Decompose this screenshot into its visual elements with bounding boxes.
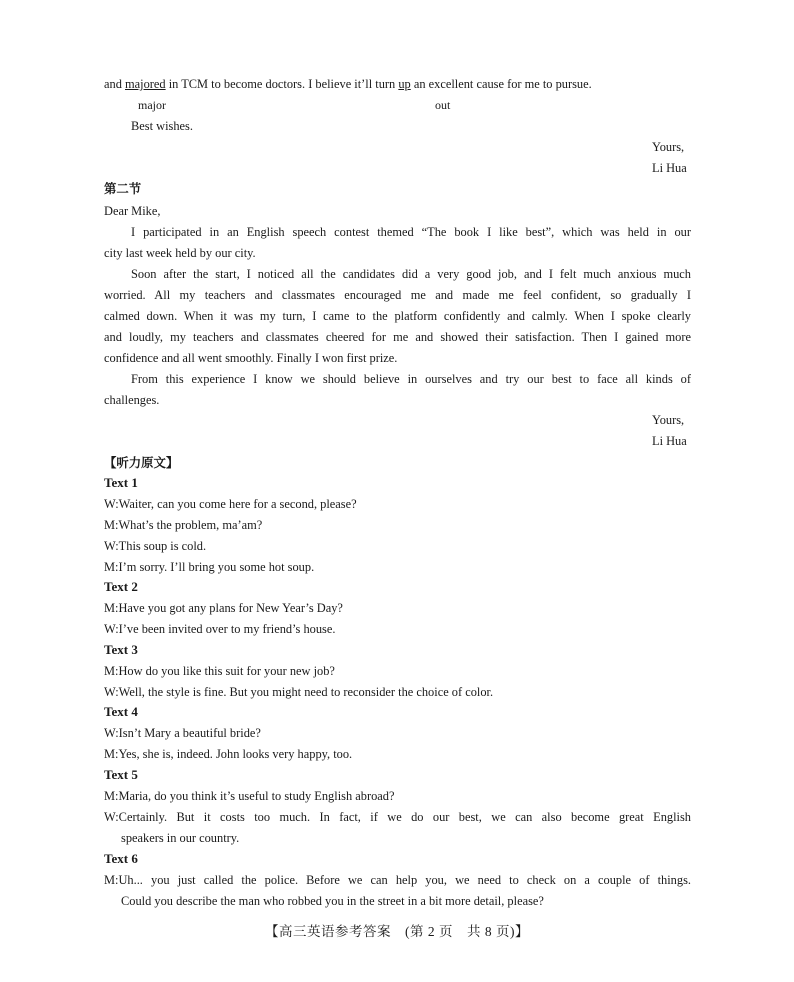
section2-salutation: Dear Mike, [104,204,161,218]
section2-p2-line: Soon after the start, I noticed all the candidates did a very good job, and I felt much anxious much [131,267,691,281]
dialogue-line: W:This soup is cold. [104,539,207,553]
page-footer: 【高三英语参考答案 (第 2 页 共 8 页)】 [265,924,529,939]
correction-major: major [138,98,166,112]
text4-title: Text 4 [104,704,138,719]
section2-p2-line: and loudly, my teachers and classmates cheered for me and showed their satisfaction. Then I gained more [104,330,691,344]
dialogue-line: W:Isn’t Mary a beautiful bride? [104,726,261,740]
dialogue-line: M:Yes, she is, indeed. John looks very happy, too. [104,747,353,761]
dialogue-line: M:How do you like this suit for your new job? [104,664,335,678]
section2-heading: 第二节 [104,182,142,196]
section2-p3-line: From this experience I know we should believe in ourselves and try our best to face all kinds of [131,372,691,386]
text-fragment: an excellent cause for me to pursue. [410,77,592,91]
text5-title: Text 5 [104,767,138,782]
section2-p2-line: worried. All my teachers and classmates encouraged me and made me feel confident, so gradually I [104,288,691,302]
dialogue-line: W:Certainly. But it costs too much. In fact, if we do our best, we can also become great English [104,810,691,824]
section2-p1-line: city last week held by our city. [104,246,256,260]
section2-p2-line: calmed down. When it was my turn, I came to the platform confidently and calmly. When I spoke clearly [104,309,691,323]
text-fragment: and [104,77,125,91]
text1-title: Text 1 [104,475,138,490]
error-word-up: up [398,77,411,91]
dialogue-line: W:Waiter, can you come here for a second, please? [104,497,357,511]
letter1-closing: Best wishes. [131,119,193,133]
error-word-majored: majored [125,77,166,91]
text-fragment: in TCM to become doctors. I believe it’ll turn [165,77,399,91]
section2-sign-name: Li Hua [652,434,687,448]
letter1-sign-yours: Yours, [652,140,685,154]
dialogue-line: Could you describe the man who robbed you in the street in a bit more detail, please? [121,894,544,908]
text6-title: Text 6 [104,851,138,866]
letter1-line [104,76,592,92]
section2-sign-yours: Yours, [652,413,685,427]
letter1-sign-name: Li Hua [652,161,687,175]
dialogue-line: M:I’m sorry. I’ll bring you some hot soup. [104,560,315,574]
text3-title: Text 3 [104,642,138,657]
correction-out: out [435,98,451,112]
dialogue-line: M:Uh... you just called the police. Before we can help you, we need to check on a couple of things. [104,873,691,887]
section2-p2-line: confidence and all went smoothly. Finally I won first prize. [104,351,398,365]
dialogue-line: speakers in our country. [121,831,240,845]
dialogue-line: M:Have you got any plans for New Year’s Day? [104,601,343,615]
dialogue-line: W:Well, the style is fine. But you might need to reconsider the choice of color. [104,685,494,699]
dialogue-line: M:What’s the problem, ma’am? [104,518,263,532]
text2-title: Text 2 [104,579,138,594]
section2-p1-line: I participated in an English speech contest themed “The book I like best”, which was held in our [131,225,691,239]
section2-p3-line: challenges. [104,393,160,407]
dialogue-line: W:I’ve been invited over to my friend’s house. [104,622,336,636]
listening-heading: 【听力原文】 [104,456,179,470]
dialogue-line: M:Maria, do you think it’s useful to study English abroad? [104,789,395,803]
